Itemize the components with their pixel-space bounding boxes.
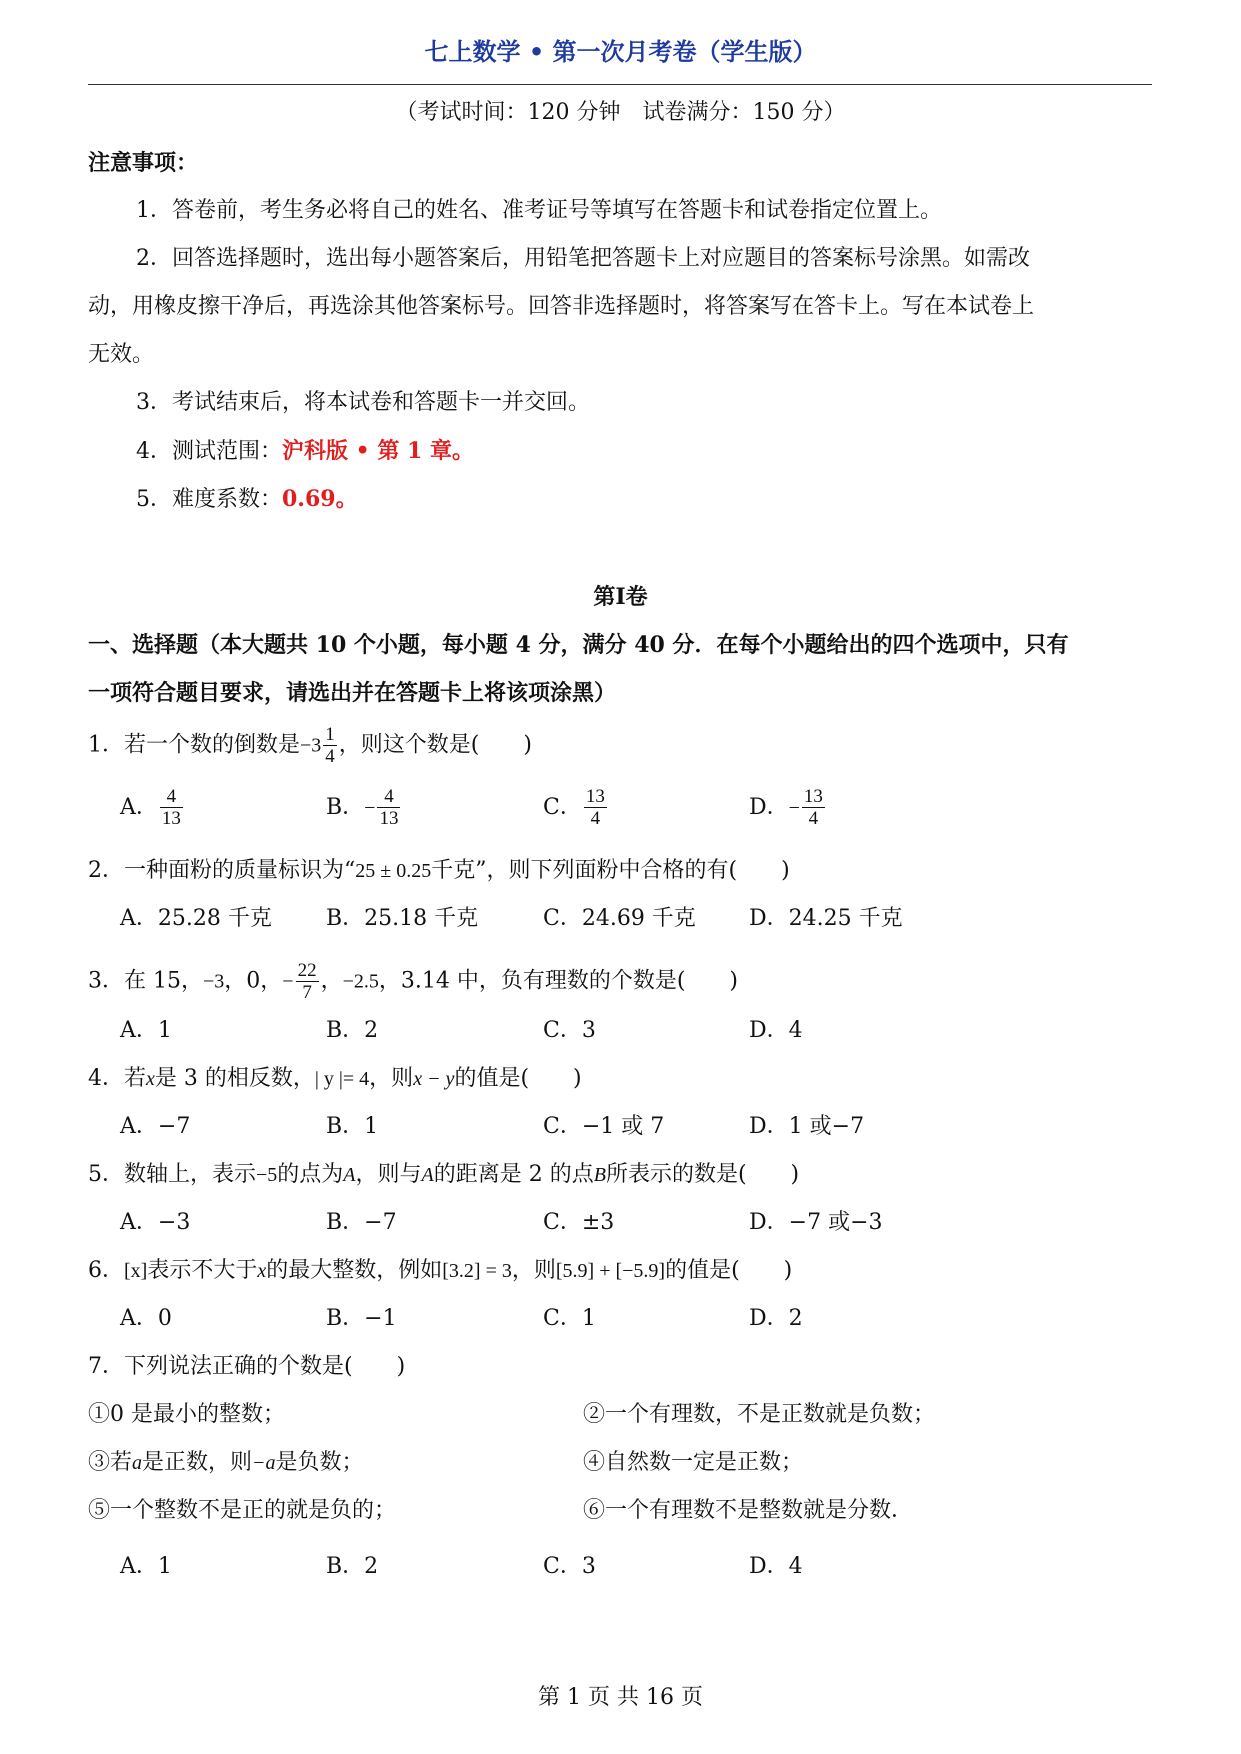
notice-item-4	[136, 436, 474, 467]
q1-mixed-whole: −3	[300, 734, 322, 757]
header-rule	[88, 84, 1152, 85]
q6-option-c: C．1	[543, 1306, 596, 1331]
q6-text-end: 的值是( )	[665, 1258, 793, 1283]
q6-example: [3.2] = 3	[442, 1260, 512, 1282]
notice-item-1: 1．答卷前，考生务必将自己的姓名、准考证号等填写在答题卡和试卷指定位置上。	[136, 198, 942, 223]
q6-text: 的最大整数，例如	[266, 1258, 443, 1283]
q4-option-c: C．−1 或 7	[543, 1114, 665, 1139]
q2-mass-tolerance: 25 ± 0.25	[355, 860, 432, 882]
minus-sign: −	[282, 970, 294, 993]
q6-text: 6．	[88, 1258, 124, 1283]
q3-text: ，0，	[224, 968, 283, 994]
q3-option-d: D．4	[749, 1018, 803, 1043]
denominator: 4	[590, 808, 601, 829]
point-a: A	[343, 1164, 356, 1186]
q4-option-d: D．1 或−7	[749, 1114, 865, 1139]
q5-text: 的距离是 2 的点	[433, 1162, 594, 1187]
q7-statement-1: ①0 是最小的整数；	[88, 1402, 285, 1427]
q7-option-c: C．3	[543, 1554, 596, 1579]
q3-value: −2.5	[342, 970, 379, 993]
var-a: a	[132, 1452, 143, 1474]
option-label: B．	[326, 794, 365, 820]
q4-text-end: 的值是( )	[454, 1066, 582, 1091]
section-heading-cont: 一项符合题目要求，请选出并在答题卡上将该项涂黑）	[88, 680, 617, 706]
q6-text: ，则	[511, 1258, 556, 1283]
q1-text-end: ，则这个数是( )	[338, 732, 532, 758]
question-5	[88, 1160, 799, 1190]
q3-option-a: A．1	[120, 1018, 172, 1043]
question-2	[88, 856, 790, 886]
q2-option-b: B．25.18 千克	[326, 906, 479, 931]
numerator: 22	[297, 960, 317, 981]
notice-item-4-label: 4．测试范围：	[136, 439, 282, 464]
question-6	[88, 1256, 792, 1286]
q5-text: 的点为	[277, 1162, 344, 1187]
q1-option-a	[120, 786, 185, 829]
q5-option-c: C．±3	[543, 1210, 615, 1235]
section-heading: 一、选择题（本大题共 10 个小题，每小题 4 分，满分 40 分．在每个小题给出的四个选项中，只有	[88, 632, 1069, 658]
numerator: 4	[377, 786, 400, 808]
q4-option-b: B．1	[326, 1114, 379, 1139]
volume-title: 第I卷	[593, 584, 648, 610]
q7-statement-2: ②一个有理数，不是正数就是负数；	[583, 1402, 936, 1427]
option-label: D．	[749, 794, 789, 820]
q6-option-b: B．−1	[326, 1306, 397, 1331]
notice-item-5	[136, 484, 358, 515]
q2-text-end: 千克”，则下列面粉中合格的有( )	[431, 858, 790, 883]
exam-info: （考试时间：120 分钟 试卷满分：150 分）	[395, 100, 846, 125]
numerator: 13	[585, 786, 605, 807]
q3-option-c: C．3	[543, 1018, 596, 1043]
q5-option-a: A．−3	[120, 1210, 191, 1235]
notice-item-3: 3．考试结束后，将本试卷和答题卡一并交回。	[136, 390, 590, 415]
q1-option-d	[749, 786, 827, 829]
page-number: 第 1 页 共 16 页	[538, 1685, 703, 1710]
q4-expression: x − y	[413, 1068, 455, 1090]
q5-option-b: B．−7	[326, 1210, 397, 1235]
option-fraction	[160, 786, 183, 829]
q2-text: 2．一种面粉的质量标识为“	[88, 858, 356, 883]
q7-s3-text: ③若	[88, 1450, 133, 1475]
denominator: 13	[161, 808, 181, 829]
q6-expression: [5.9] + [−5.9]	[555, 1260, 666, 1282]
var-x: x	[146, 1068, 155, 1090]
notice-item-2-end: 无效。	[88, 342, 155, 367]
point-b: B	[593, 1164, 606, 1186]
q5-text: 5．数轴上，表示	[88, 1162, 256, 1187]
test-scope: 沪科版 • 第 1 章。	[282, 438, 475, 464]
neg-a: −a	[252, 1452, 276, 1474]
q7-statement-5: ⑤一个整数不是正的就是负的；	[88, 1498, 397, 1523]
q3-text-end: ，3.14 中，负有理数的个数是( )	[378, 968, 739, 994]
q4-abs-expr: | y |= 4	[314, 1068, 370, 1090]
q4-text: 4．若	[88, 1066, 146, 1091]
minus-sign: −	[788, 796, 800, 819]
option-label: C．	[543, 794, 582, 820]
option-fraction	[377, 786, 400, 829]
page-header-title: 七上数学 • 第一次月考卷（学生版）	[424, 38, 817, 66]
q6-option-a: A．0	[120, 1306, 172, 1331]
q1-fraction	[323, 724, 337, 767]
floor-notation: [x]	[124, 1260, 148, 1282]
q5-value: −5	[256, 1164, 278, 1186]
difficulty-value: 0.69。	[282, 486, 358, 512]
q3-text: ，	[320, 968, 343, 994]
numerator: 13	[803, 786, 823, 807]
notice-heading: 注意事项：	[88, 150, 199, 176]
var-x: x	[257, 1260, 267, 1282]
q4-text: 是 3 的相反数，	[154, 1066, 315, 1091]
q7-statement-3	[88, 1448, 364, 1478]
q4-option-a: A．−7	[120, 1114, 191, 1139]
question-4	[88, 1064, 582, 1094]
notice-item-2: 2．回答选择题时，选出每小题答案后，用铅笔把答题卡上对应题目的答案标号涂黑。如需改	[136, 246, 1031, 271]
q2-option-c: C．24.69 千克	[543, 906, 696, 931]
q7-option-d: D．4	[749, 1554, 803, 1579]
q1-text: 1．若一个数的倒数是	[88, 732, 300, 758]
q1-denominator: 4	[325, 746, 335, 767]
q7-statement-6: ⑥一个有理数不是整数就是分数．	[583, 1498, 914, 1523]
question-3	[88, 960, 738, 1003]
option-fraction	[584, 786, 607, 829]
q3-option-b: B．2	[326, 1018, 379, 1043]
q7-statement-4: ④自然数一定是正数；	[583, 1450, 804, 1475]
option-label: A．	[120, 794, 158, 820]
q1-option-b	[326, 786, 402, 829]
question-1	[88, 724, 532, 767]
notice-item-2-cont: 动，用橡皮擦干净后，再选涂其他答案标号。回答非选择题时，将答案写在答卡上。写在本试卷上	[88, 294, 1035, 319]
q1-numerator: 1	[325, 724, 335, 745]
q3-value: −3	[203, 970, 225, 993]
denominator: 7	[302, 982, 312, 1003]
q3-text: 3．在 15，	[88, 968, 203, 994]
q1-option-c	[543, 786, 609, 829]
q7-option-b: B．2	[326, 1554, 379, 1579]
q2-option-d: D．24.25 千克	[749, 906, 903, 931]
denominator: 13	[379, 808, 399, 829]
q4-text: ，则	[369, 1066, 414, 1091]
minus-sign: −	[364, 796, 376, 819]
denominator: 4	[808, 808, 819, 829]
option-fraction	[802, 786, 825, 829]
q6-text: 表示不大于	[147, 1258, 258, 1283]
numerator: 4	[160, 786, 183, 808]
q5-text: ，则与	[355, 1162, 422, 1187]
q5-text-end: 所表示的数是( )	[605, 1162, 800, 1187]
q7-s3-text: 是正数，则	[142, 1450, 253, 1475]
q2-option-a: A．25.28 千克	[120, 906, 272, 931]
q6-option-d: D．2	[749, 1306, 803, 1331]
point-a: A	[421, 1164, 434, 1186]
notice-item-5-label: 5．难度系数：	[136, 487, 282, 512]
q5-option-d: D．−7 或−3	[749, 1210, 883, 1235]
question-7: 7．下列说法正确的个数是( )	[88, 1354, 406, 1379]
q7-option-a: A．1	[120, 1554, 172, 1579]
q3-fraction	[296, 960, 319, 1003]
q7-s3-text: 是负数；	[275, 1450, 364, 1475]
